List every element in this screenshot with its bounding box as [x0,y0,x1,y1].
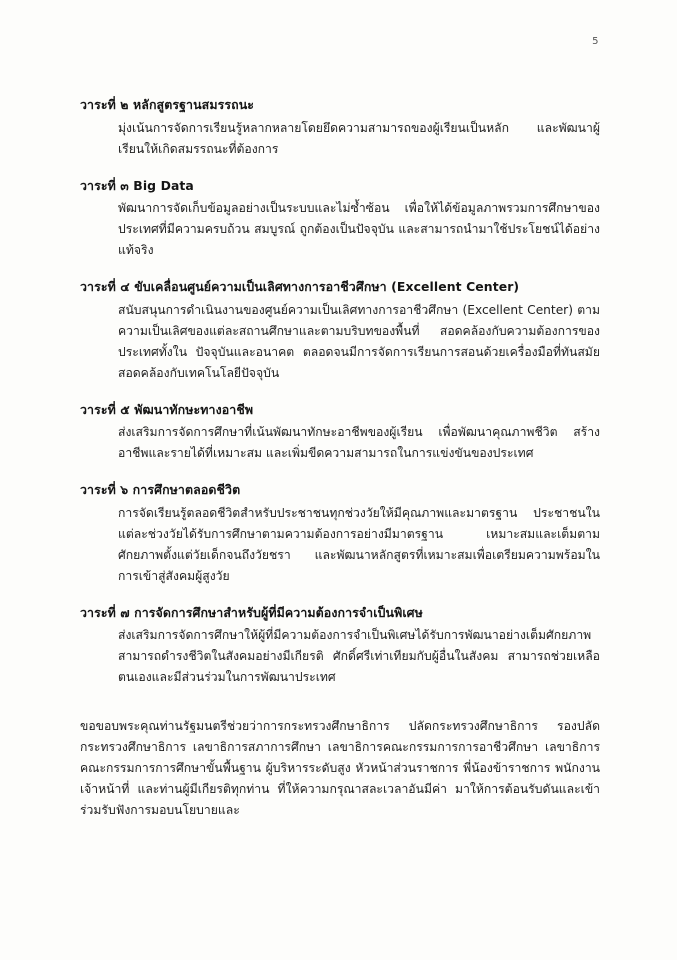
section-block [80,481,600,587]
section-body: การจัดเรียนรู้ตลอดชีวิตสำหรับประชาชนทุกช่วงวัยให้มีคุณภาพและมาตรฐาน ประชาชนในแต่ละช่วงวัยได้รับการศึกษาตามความต้องการอย่างมีมาตรฐาน เหมาะสมและเต็มตามศักยภาพตั้งแต่วัยเด็กจนถึงวัยชรา และพัฒนาหลักสูตรที่เหมาะสมเพื่อเตรียมความพร้อมในการเข้าสู่สังคมผู้สูงวัย [118,505,600,583]
section-block [80,401,600,465]
section-body: ส่งเสริมการจัดการศึกษาให้ผู้ที่มีความต้องการจำเป็นพิเศษได้รับการพัฒนาอย่างเต็มศักยภาพ สามารถดำรงชีวิตในสังคมอย่างมีเกียรติ ศักดิ์ศรีเท่าเทียมกับผู้อื่นในสังคม สามารถช่วยเหลือตนเองและมีส่วนร่วมในการพัฒนาประเทศ [118,628,600,685]
section-heading: วาระที่ ๖ การศึกษาตลอดชีวิต [80,482,241,498]
section-block [80,177,600,262]
page-number: 5 [592,36,599,47]
section-block [80,278,600,384]
section-body: สนับสนุนการดำเนินงานของศูนย์ความเป็นเลิศทางการอาชีวศึกษา (Excellent Center) ตามความเป็นเลิศของแต่ละสถานศึกษาและตามบริบทของพื้นที่ สอดคล้องกับความต้องการของประเทศทั้งใน ปัจจุบันและอนาคต ตลอดจนมีการจัดการเรียนการสอนด้วยเครื่องมือที่ทันสมัย สอดคล้องกับเทคโนโลยีปัจจุบัน [118,302,600,380]
section-body: มุ่งเน้นการจัดการเรียนรู้หลากหลายโดยยึดความสามารถของผู้เรียนเป็นหลัก และพัฒนาผู้เรียนให้เกิดสมรรถนะที่ต้องการ [118,120,600,156]
section-block [80,604,600,689]
section-heading: วาระที่ ๓ Big Data [80,177,194,193]
section-heading: วาระที่ ๕ พัฒนาทักษะทางอาชีพ [80,401,254,417]
section-body: พัฒนาการจัดเก็บข้อมูลอย่างเป็นระบบและไม่ซ้ำซ้อน เพื่อให้ได้ข้อมูลภาพรวมการศึกษาของประเทศที่มีความครบถ้วน สมบูรณ์ ถูกต้องเป็นปัจจุบัน และสามารถนำมาใช้ประโยชน์ได้อย่างแท้จริง [118,201,600,258]
section-heading: วาระที่ ๒ หลักสูตรฐานสมรรถนะ [80,97,255,112]
section-block [80,96,600,160]
section-heading: วาระที่ ๗ การจัดการศึกษาสำหรับผู้ที่มีความต้องการจำเป็นพิเศษ [80,604,423,620]
closing-paragraph: ขอขอบพระคุณท่านรัฐมนตรีช่วยว่าการกระทรวงศึกษาธิการ ปลัดกระทรวงศึกษาธิการ รองปลัดกระทรวงศึกษาธิการ เลขาธิการสภาการศึกษา เลขาธิการคณะกรรมการการอาชีวศึกษา เลขาธิการคณะกรรมการการศึกษาขั้นพื้นฐาน ผู้บริหารระดับสูง หัวหน้าส่วนราชการ พี่น้องข้าราชการ พนักงาน เจ้าหน้าที่ และท่านผู้มีเกียรติทุกท่าน ที่ให้ความกรุณาสละเวลาอันมีค่า มาให้การต้อนรับดันและเข้าร่วมรับฟังการมอบนโยบายและ [80,719,600,818]
section-heading: วาระที่ ๔ ขับเคลื่อนศูนย์ความเป็นเลิศทางการอาชีวศึกษา (Excellent Center) [80,279,520,295]
document-body [80,96,600,833]
section-body: ส่งเสริมการจัดการศึกษาที่เน้นพัฒนาทักษะอาชีพของผู้เรียน เพื่อพัฒนาคุณภาพชีวิต สร้างอาชีพและรายได้ที่เหมาะสม และเพิ่มขีดความสามารถในการแข่งขันของประเทศ [118,425,600,461]
